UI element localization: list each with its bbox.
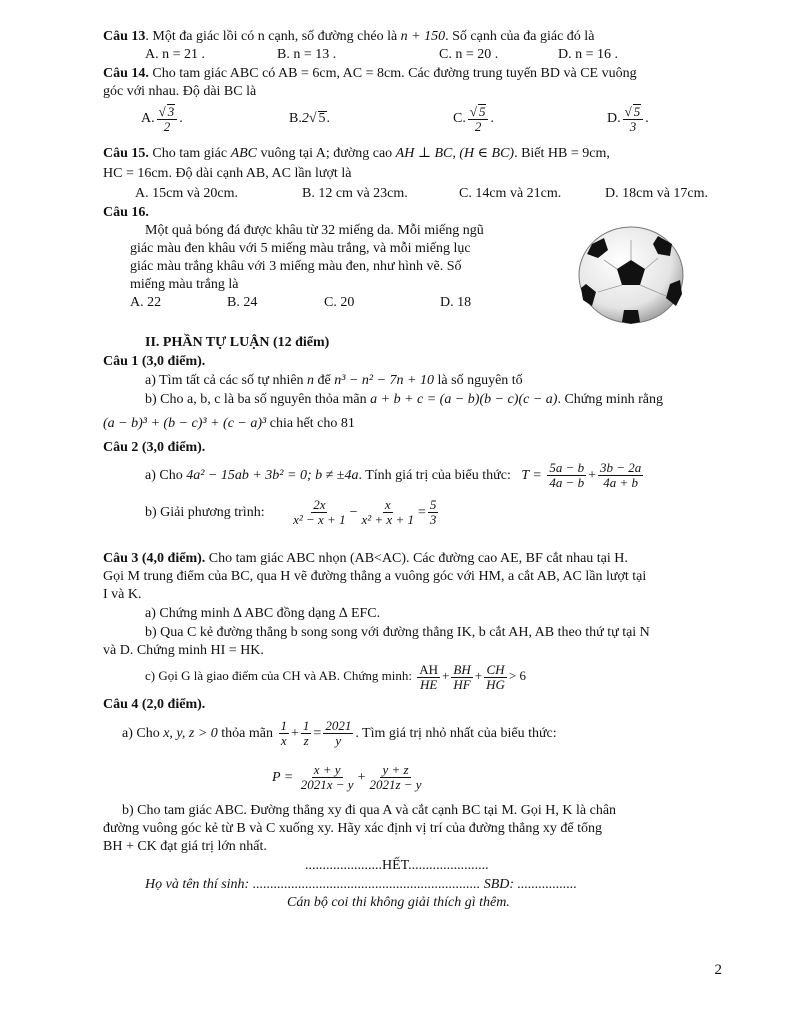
q14-frac-d: $\frac{√ 5}{3}$ (623, 104, 644, 134)
c2-part-a: a) Cho 4a² − 15ab + 3b² = 0; b ≠ ±4a. Tính giá trị của biểu thức: T = $\frac{5a - b}{4a - b}$ + $\frac{3b - 2a}{4a + b}$ (145, 460, 642, 491)
q15-label: Câu 15. (103, 146, 149, 161)
c4-label: Câu 4 (2,0 điểm). (103, 697, 206, 712)
q16-line2: giác màu đen khâu với 5 miếng màu trắng, và mỗi miếng lục (130, 241, 471, 256)
c1-part-a: a) Tìm tất cả các số tự nhiên n để n³ − n² − 7n + 10 là số nguyên tố (145, 373, 523, 388)
q13-opt-c: C. n = 20 . (439, 47, 499, 62)
c3-part-b1: b) Qua C kẻ đường thẳng b song song với đường thẳng IK, b cắt AH, AB theo thứ tự tại N (145, 625, 650, 640)
section-2-heading: II. PHẦN TỰ LUẬN (12 điểm) (145, 335, 330, 350)
q13-text2: . Số cạnh của đa giác đó là (445, 29, 595, 44)
c3-part-c: c) Gọi G là giao điểm của CH và AB. Chứng minh: $\frac{AH}{HE}$ + $\frac{BH}{HF}$ + $\frac{CH}{HG}$ > 6 (145, 661, 526, 692)
c3-line2: Gọi M trung điểm của BC, qua H vẽ đường thẳng a vuông góc với HM, a cắt AB, AC lần lượt tại (103, 569, 647, 584)
c4-frac-1: $\frac{1}{x}$ (280, 718, 287, 749)
c4-frac-2: $\frac{1}{z}$ (302, 718, 310, 749)
c2-frac-1: $\frac{5a - b}{4a - b}$ (549, 460, 585, 491)
q14-opt-d: D. $\frac{√ 5}{3}$ . (607, 104, 649, 134)
candidate-info-line: Họ và tên thí sinh: ................................................................. SBD: ................. (145, 877, 578, 892)
q14-frac-c: $\frac{√ 5}{2}$ (468, 104, 489, 134)
c3-line3: I và K. (103, 587, 142, 602)
q14-frac-a: $\frac{√ 3}{2}$ (157, 104, 178, 134)
q14-line2: góc với nhau. Độ dài BC là (103, 84, 257, 99)
c2-frac-g2: $\frac{x}{\text{x² + x + 1}}$ (361, 497, 414, 528)
q16-line3: giác màu trắng khâu với 3 miếng màu đen, như hình vẽ. Số (130, 259, 462, 274)
q15-line: Câu 15. Cho tam giác ABC vuông tại A; đường cao AH ⊥ BC, (H ∈ BC). Biết HB = 9cm, (103, 146, 610, 161)
soccer-ball-image (578, 226, 684, 324)
c3-frac-2: $\frac{BH}{HF}$ (453, 661, 471, 692)
c2-frac-g1: $\frac{2x}{\text{x² − x + 1}}$ (293, 497, 346, 528)
end-marker: ......................HẾT....................... (305, 858, 489, 873)
c1-part-b2: (a − b)³ + (b − c)³ + (c − a)³ chia hết cho 81 (103, 416, 355, 431)
q16-opt-c: C. 20 (324, 295, 355, 310)
c4-part-b1: b) Cho tam giác ABC. Đường thẳng xy đi qua A và cắt cạnh BC tại M. Gọi H, K là chân (122, 803, 617, 818)
q15-line2: HC = 16cm. Độ dài cạnh AB, AC lần lượt là (103, 166, 352, 181)
c2-label: Câu 2 (3,0 điểm). (103, 440, 206, 455)
q14-opt-b: B.2√ 5. (289, 111, 331, 126)
q14-opt-c: C. $\frac{√ 5}{2}$ . (453, 104, 494, 134)
c2-frac-2: $\frac{3b - 2a}{4a + b}$ (600, 460, 642, 491)
c4-frac-p2: $\frac{y + z}{2021z - y}$ (369, 762, 422, 793)
q16-line4: miếng màu trắng là (130, 277, 239, 292)
c3-label: Câu 3 (4,0 điểm). (103, 551, 206, 566)
q16-line1: Một quả bóng đá được khâu từ 32 miếng da. Mỗi miếng ngũ (145, 223, 484, 238)
c3-frac-3: $\frac{CH}{HG}$ (486, 661, 505, 692)
c3-part-b2: và D. Chứng minh HI = HK. (103, 643, 264, 658)
q13-line (103, 29, 594, 45)
q13-expr: n + 150 (400, 29, 446, 44)
c4-frac-p1: $\frac{x + y}{2021x - y}$ (300, 762, 354, 793)
q16-opt-b: B. 24 (227, 295, 258, 310)
q16-opt-d: D. 18 (440, 295, 472, 310)
q15-opt-b: B. 12 cm và 23cm. (302, 186, 408, 201)
c3-line1: Câu 3 (4,0 điểm). Cho tam giác ABC nhọn (AB<AC). Các đường cao AE, BF cắt nhau tại H. (103, 551, 628, 566)
c3-frac-1: $\frac{AH}{HE}$ (419, 661, 439, 692)
c3-part-a: a) Chứng minh ∆ ABC đồng dạng ∆ EFC. (145, 606, 381, 621)
q13-label: Câu 13 (103, 29, 146, 44)
q14-text: Cho tam giác ABC có AB = 6cm, AC = 8cm. Các đường trung tuyến BD và CE vuông (148, 66, 637, 81)
q15-opt-c: C. 14cm và 21cm. (459, 186, 562, 201)
page-number: 2 (714, 962, 722, 978)
invigilator-note: Cán bộ coi thi không giải thích gì thêm. (287, 895, 510, 910)
c4-part-a: a) Cho x, y, z > 0 thỏa mãn $\frac{1}{x}$ + $\frac{1}{z}$ = $\frac{2021}{y}$ . Tìm giá trị nhỏ nhất của biểu thức: (122, 718, 557, 749)
c4-part-b2: đường vuông góc kẻ từ B và C xuống xy. Hãy xác định vị trí của đường thẳng xy để tổng (103, 821, 602, 836)
c2-part-b: b) Giải phương trình: $\frac{2x}{\text{x² − x + 1}}$ − $\frac{x}{\text{x² + x + 1}}$ = $\frac{5}{3}$ (145, 497, 437, 528)
q13-opt-d: D. n = 16 . (558, 47, 619, 62)
c2-frac-g3: $\frac{5}{3}$ (429, 497, 437, 528)
q13-text: . Một đa giác lồi có n cạnh, số đường chéo là (145, 29, 398, 44)
q14-label: Câu 14. (103, 66, 149, 81)
q14-line (103, 66, 637, 82)
q15-opt-d: D. 18cm và 17cm. (605, 186, 709, 201)
q13-opt-b: B. n = 13 . (277, 47, 337, 62)
c4-frac-3: $\frac{2021}{y}$ (325, 718, 352, 749)
c1-part-b: b) Cho a, b, c là ba số nguyên thỏa mãn a + b + c = (a − b)(b − c)(c − a). Chứng minh rằng (145, 392, 664, 407)
c1-label: Câu 1 (3,0 điểm). (103, 354, 206, 369)
c4-expression-p: P = $\frac{x + y}{2021x - y}$ + $\frac{y + z}{2021z - y}$ (272, 762, 422, 793)
q15-opt-a: A. 15cm và 20cm. (135, 186, 239, 201)
q16-label: Câu 16. (103, 205, 149, 220)
q13-opt-a: A. n = 21 . (145, 47, 206, 62)
c4-part-b3: BH + CK đạt giá trị lớn nhất. (103, 839, 267, 854)
q14-opt-a: A. $\frac{√ 3}{2}$ . (141, 104, 183, 134)
q16-opt-a: A. 22 (130, 295, 162, 310)
